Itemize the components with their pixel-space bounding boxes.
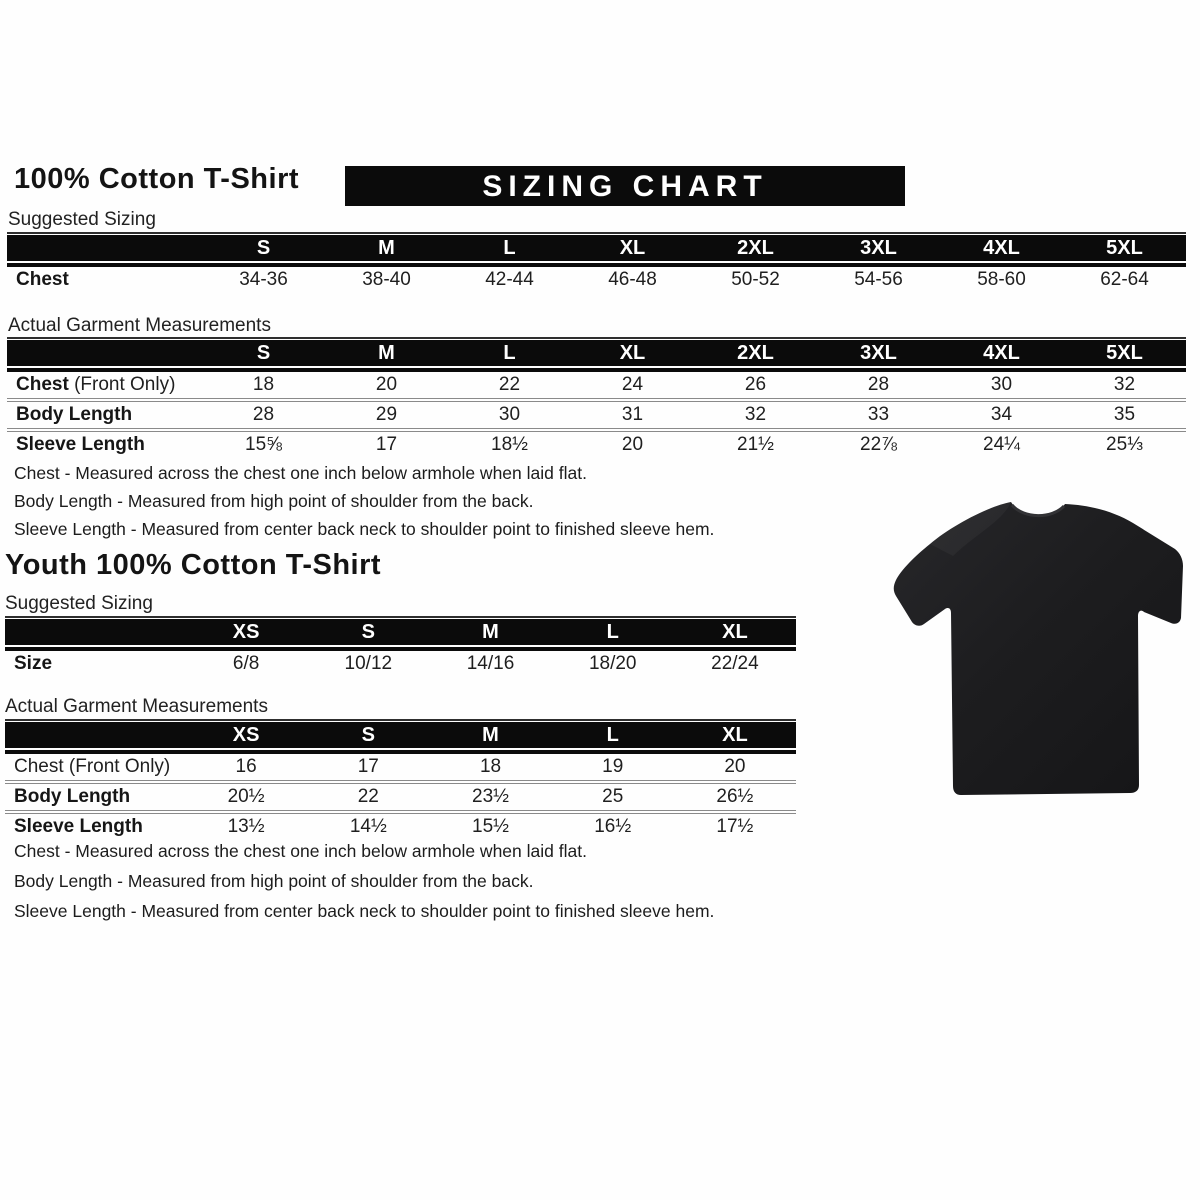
- measurement-value: 13½: [227, 816, 265, 837]
- measurement-value: 18: [252, 374, 275, 395]
- youth-actual-measurements-table: [5, 719, 796, 840]
- column-header-l: L: [503, 342, 516, 364]
- row-label: Sleeve Length: [16, 434, 145, 455]
- column-header-m: M: [378, 237, 395, 259]
- measurement-value: 16: [235, 756, 257, 777]
- measurement-note: Body Length - Measured from high point of shoulder from the back.: [14, 871, 534, 891]
- black-tshirt-image: [893, 495, 1185, 800]
- column-header-m: M: [482, 621, 499, 643]
- column-header-5xl: 5XL: [1106, 342, 1143, 364]
- column-header-s: S: [361, 724, 375, 746]
- row-label: Chest (Front Only): [16, 374, 176, 395]
- column-header-4xl: 4XL: [983, 342, 1020, 364]
- tshirt-graphic: [893, 495, 1185, 800]
- youth-measurement-notes: [14, 842, 714, 932]
- measurement-value: 62-64: [1100, 269, 1149, 290]
- row-label: Size: [14, 653, 53, 674]
- measurement-value: 31: [621, 404, 644, 425]
- column-header-2xl: 2XL: [737, 237, 774, 259]
- row-label: Body Length: [14, 786, 131, 807]
- measurement-note: Sleeve Length - Measured from center back neck to shoulder point to finished sleeve hem.: [14, 519, 715, 539]
- measurement-value: 54-56: [854, 269, 903, 290]
- table-header-row: [7, 340, 1186, 366]
- table-row: [5, 754, 796, 780]
- row-label: Body Length: [16, 404, 133, 425]
- table-body: [7, 267, 1186, 293]
- measurement-value: 15½: [472, 816, 509, 837]
- header-label-spacer: [7, 235, 202, 261]
- measurement-note: Sleeve Length - Measured from center back neck to shoulder point to finished sleeve hem.: [14, 901, 715, 921]
- row-label: Chest: [16, 269, 69, 290]
- measurement-value: 34: [990, 404, 1013, 425]
- measurement-value: 22⅞: [860, 434, 897, 455]
- column-header-l: L: [503, 237, 516, 259]
- adult-actual-measurements-label: Actual Garment Measurements: [8, 315, 271, 336]
- table-row: [5, 780, 796, 810]
- table-row: [7, 398, 1186, 428]
- column-header-3xl: 3XL: [860, 342, 897, 364]
- row-label: Sleeve Length: [14, 816, 143, 837]
- measurement-value: 25⅓: [1106, 434, 1143, 455]
- measurement-value: 30: [990, 374, 1013, 395]
- column-header-s: S: [256, 237, 271, 259]
- measurement-value: 32: [744, 404, 767, 425]
- measurement-value: 24¼: [983, 434, 1020, 455]
- table-row: [5, 810, 796, 840]
- column-header-xl: XL: [722, 621, 748, 643]
- adult-measurement-notes: [14, 464, 714, 548]
- table-row: [7, 267, 1186, 293]
- measurement-value: 19: [602, 756, 624, 777]
- measurement-value: 35: [1113, 404, 1136, 425]
- measurement-value: 18½: [491, 434, 528, 455]
- measurement-value: 21½: [737, 434, 774, 455]
- measurement-value: 30: [498, 404, 521, 425]
- measurement-value: 14/16: [466, 653, 515, 674]
- measurement-value: 14½: [349, 816, 387, 837]
- measurement-value: 18/20: [588, 653, 637, 674]
- measurement-value: 38-40: [362, 269, 411, 290]
- column-header-5xl: 5XL: [1106, 237, 1143, 259]
- sizing-chart-banner: SIZING CHART: [345, 166, 905, 206]
- measurement-note: Body Length - Measured from high point of shoulder from the back.: [14, 491, 534, 511]
- measurement-value: 26½: [716, 786, 754, 807]
- adult-actual-measurements-table: [7, 337, 1186, 458]
- table-body: [5, 651, 796, 677]
- column-header-m: M: [378, 342, 395, 364]
- header-label-spacer: [7, 340, 202, 366]
- measurement-value: 20½: [227, 786, 265, 807]
- measurement-value: 28: [252, 404, 275, 425]
- column-header-4xl: 4XL: [983, 237, 1020, 259]
- column-header-l: L: [606, 724, 619, 746]
- column-header-3xl: 3XL: [860, 237, 897, 259]
- measurement-value: 34-36: [239, 269, 288, 290]
- row-label: Chest (Front Only): [14, 756, 171, 777]
- table-header-row: [5, 722, 796, 748]
- measurement-value: 15⅝: [245, 434, 282, 455]
- column-header-s: S: [256, 342, 271, 364]
- header-label-spacer: [5, 722, 185, 748]
- table-body: [7, 372, 1186, 458]
- measurement-value: 58-60: [977, 269, 1026, 290]
- measurement-value: 46-48: [608, 269, 657, 290]
- column-header-xs: XS: [232, 621, 260, 643]
- page-title: 100% Cotton T-Shirt: [14, 163, 300, 195]
- column-header-xs: XS: [232, 724, 260, 746]
- header-label-spacer: [5, 619, 185, 645]
- youth-suggested-sizing-label: Suggested Sizing: [5, 593, 153, 614]
- measurement-value: 17: [357, 756, 379, 777]
- measurement-note: Chest - Measured across the chest one inch below armhole when laid flat.: [14, 841, 587, 861]
- measurement-value: 28: [867, 374, 890, 395]
- measurement-value: 33: [867, 404, 890, 425]
- measurement-value: 29: [375, 404, 398, 425]
- youth-actual-measurements-label: Actual Garment Measurements: [5, 696, 268, 717]
- measurement-value: 20: [724, 756, 746, 777]
- measurement-value: 20: [621, 434, 644, 455]
- measurement-value: 18: [479, 756, 502, 777]
- measurement-value: 22: [498, 374, 521, 395]
- youth-page-title: Youth 100% Cotton T-Shirt: [5, 549, 382, 581]
- table-body: [5, 754, 796, 840]
- measurement-value: 22: [357, 786, 379, 807]
- measurement-value: 20: [375, 374, 398, 395]
- table-row: [7, 372, 1186, 398]
- measurement-value: 42-44: [485, 269, 534, 290]
- column-header-2xl: 2XL: [737, 342, 774, 364]
- youth-suggested-sizing-table: [5, 616, 796, 677]
- measurement-value: 32: [1113, 374, 1136, 395]
- measurement-value: 26: [744, 374, 767, 395]
- measurement-value: 24: [621, 374, 644, 395]
- column-header-xl: XL: [619, 237, 646, 259]
- measurement-note: Chest - Measured across the chest one inch below armhole when laid flat.: [14, 463, 587, 483]
- adult-suggested-sizing-label: Suggested Sizing: [8, 209, 156, 230]
- measurement-value: 6/8: [232, 653, 260, 674]
- measurement-value: 17½: [716, 816, 754, 837]
- measurement-value: 23½: [472, 786, 509, 807]
- adult-suggested-sizing-table: [7, 232, 1186, 293]
- table-row: [5, 651, 796, 677]
- measurement-value: 50-52: [731, 269, 780, 290]
- measurement-value: 25: [602, 786, 624, 807]
- column-header-m: M: [482, 724, 499, 746]
- measurement-value: 22/24: [711, 653, 759, 674]
- table-row: [7, 428, 1186, 458]
- measurement-value: 16½: [594, 816, 632, 837]
- column-header-xl: XL: [619, 342, 646, 364]
- measurement-value: 10/12: [344, 653, 393, 674]
- column-header-xl: XL: [722, 724, 748, 746]
- table-header-row: [7, 235, 1186, 261]
- column-header-s: S: [361, 621, 375, 643]
- table-header-row: [5, 619, 796, 645]
- column-header-l: L: [606, 621, 619, 643]
- measurement-value: 17: [375, 434, 398, 455]
